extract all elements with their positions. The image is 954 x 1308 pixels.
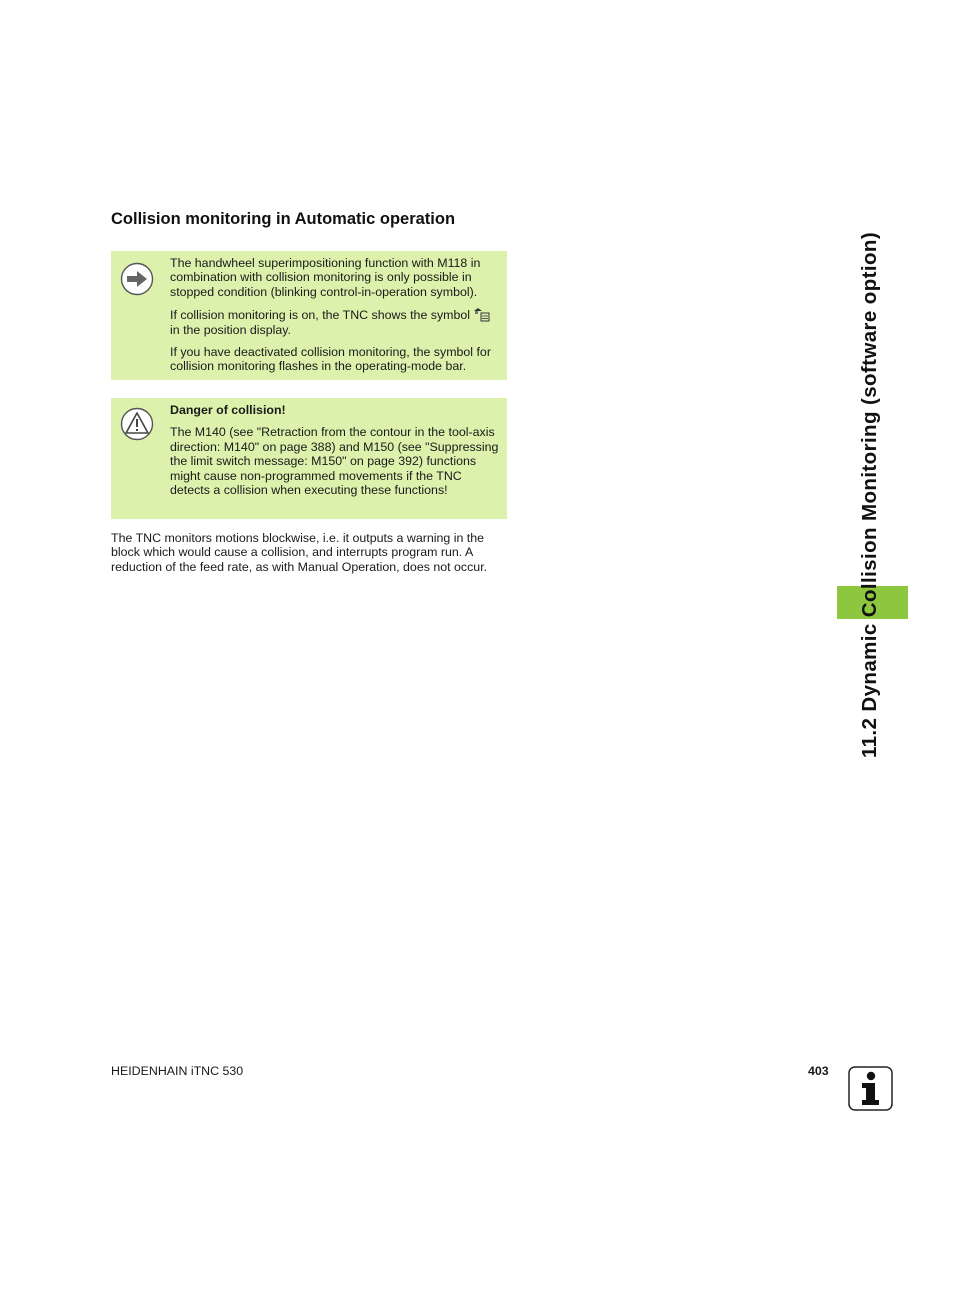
info-note bbox=[111, 251, 507, 380]
info-i-icon bbox=[848, 1066, 893, 1111]
body-paragraph: The TNC monitors motions blockwise, i.e. it outputs a warning in the block which would cause a collision, and interrupts program run. A reduction of the feed rate, as with Manual Operation, does not occur. bbox=[111, 531, 488, 574]
footer-page-number: 403 bbox=[808, 1064, 829, 1078]
footer-product-name: HEIDENHAIN iTNC 530 bbox=[111, 1064, 244, 1078]
warning-triangle-icon bbox=[120, 407, 154, 441]
chapter-side-title: 11.2 Dynamic Collision Monitoring (software option) bbox=[858, 231, 881, 759]
warning-note-content bbox=[170, 403, 499, 505]
info-note-content bbox=[170, 256, 499, 382]
info-note-paragraph: If collision monitoring is on, the TNC shows the symbol in the position display. bbox=[170, 307, 499, 337]
warning-note-paragraph: The M140 (see "Retraction from the contour in the tool-axis direction: M140" on page 388) and M150 (see "Suppressing the limit switch message: M150" on page 392) functions might cause non-programmed movements if the TNC detects a collision when executing these functions! bbox=[170, 425, 499, 498]
info-note-paragraph: The handwheel superimpositioning function with M118 in combination with collision monitoring is only possible in stopped condition (blinking control-in-operation symbol). bbox=[170, 256, 481, 299]
info-note-paragraph: If you have deactivated collision monitoring, the symbol for collision monitoring flashes in the operating-mode bar. bbox=[170, 345, 491, 374]
section-heading: Collision monitoring in Automatic operation bbox=[111, 210, 456, 228]
warning-note-title: Danger of collision! bbox=[170, 403, 286, 417]
arrow-right-icon bbox=[120, 262, 154, 296]
collision-monitoring-symbol-icon bbox=[473, 307, 491, 322]
warning-note bbox=[111, 398, 507, 519]
